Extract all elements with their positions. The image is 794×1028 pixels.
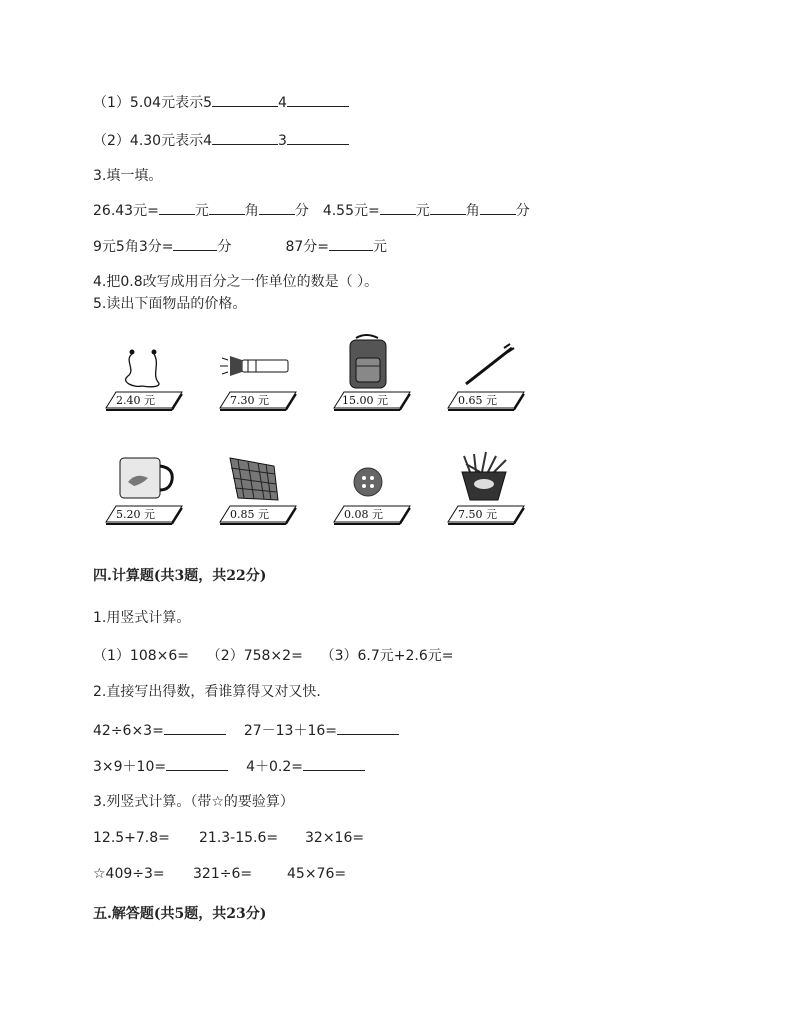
answer-blank[interactable] — [430, 200, 466, 215]
unit-jiao: 角 — [465, 203, 480, 219]
answer-blank[interactable] — [380, 200, 416, 215]
expr: 321÷6= — [193, 866, 253, 882]
item-backpack — [322, 330, 422, 420]
unit-fen: 分 — [294, 203, 309, 219]
answer-blank[interactable] — [480, 200, 516, 215]
q3-row-1 — [93, 200, 530, 221]
expr: 32×16= — [305, 830, 365, 846]
section-4-heading: 四.计算题(共3题，共22分) — [93, 568, 267, 584]
price-label: 7.30 元 — [230, 394, 269, 407]
answer-blank[interactable] — [329, 236, 373, 251]
price-label: 0.85 元 — [230, 508, 269, 521]
s4-q3-title: 3.列竖式计算。（带☆的要验算） — [93, 794, 294, 810]
expr-d: 4＋0.2= — [246, 759, 303, 775]
item-earphone — [94, 330, 194, 420]
price-label: 0.08 元 — [344, 508, 383, 521]
unit-yuan: 元 — [194, 203, 209, 219]
expr-a: 42÷6×3= — [93, 723, 164, 739]
unit-yuan: 元 — [373, 239, 387, 255]
expr-b: 27－13＋16= — [243, 723, 338, 739]
s4-q3-row-2 — [93, 864, 346, 884]
answer-blank[interactable] — [164, 720, 226, 735]
item-handkerchief — [208, 444, 308, 534]
q3-r1-a: 26.43元= — [93, 203, 159, 219]
s4-q1-title: 1.用竖式计算。 — [93, 610, 191, 626]
price-label: 5.20 元 — [116, 508, 155, 521]
q2-line-2-prefix: （2）4.30元表示4 — [93, 133, 212, 149]
unit-fen: 分 — [515, 203, 530, 219]
answer-blank[interactable] — [173, 236, 217, 251]
item-toothbrush — [436, 330, 536, 420]
unit-yuan: 元 — [415, 203, 430, 219]
unit-fen: 分 — [217, 239, 232, 255]
expr: ☆409÷3= — [93, 866, 165, 882]
answer-blank[interactable] — [159, 200, 195, 215]
item-fries — [436, 444, 536, 534]
item-flashlight — [208, 330, 308, 420]
item-button — [322, 444, 422, 534]
answer-blank[interactable] — [259, 200, 295, 215]
q2-line-2 — [93, 130, 349, 151]
answer-blank[interactable] — [212, 130, 278, 145]
s4-q2-title: 2.直接写出得数，看谁算得又对又快. — [93, 684, 321, 700]
q5-title: 5.读出下面物品的价格。 — [93, 296, 247, 312]
s4-q1-items: （1）108×6= （2）758×2= （3）6.7元+2.6元= — [93, 648, 454, 664]
answer-blank[interactable] — [166, 756, 228, 771]
price-label: 7.50 元 — [458, 508, 497, 521]
q3-row-2 — [93, 236, 387, 257]
s4-q2-row-2 — [93, 756, 365, 777]
answer-blank[interactable] — [303, 756, 365, 771]
price-label: 2.40 元 — [116, 394, 155, 407]
unit-jiao: 角 — [244, 203, 259, 219]
price-label: 0.65 元 — [458, 394, 497, 407]
answer-blank[interactable] — [287, 130, 349, 145]
q4-text: 4.把0.8改写成用百分之一作单位的数是（ ）。 — [93, 274, 379, 290]
answer-blank[interactable] — [209, 200, 245, 215]
price-label: 15.00 元 — [342, 394, 388, 407]
q3-r1-b: 4.55元= — [322, 203, 380, 219]
answer-blank[interactable] — [212, 92, 278, 107]
q2-line-1-mid: 4 — [278, 95, 287, 111]
answer-blank[interactable] — [337, 720, 399, 735]
q2-line-1-prefix: （1）5.04元表示5 — [93, 95, 212, 111]
q2-line-2-mid: 3 — [278, 133, 287, 149]
section-5-heading: 五.解答题(共5题，共23分) — [93, 906, 267, 922]
s4-q3-row-1 — [93, 828, 364, 848]
q2-line-1 — [93, 92, 349, 113]
q3-r2-b: 87分= — [285, 239, 329, 255]
answer-blank[interactable] — [287, 92, 349, 107]
expr: 21.3-15.6= — [199, 830, 279, 846]
expr: 12.5+7.8= — [93, 830, 170, 846]
s4-q2-row-1 — [93, 720, 399, 741]
item-mug — [94, 444, 194, 534]
expr-c: 3×9＋10= — [93, 759, 167, 775]
q3-r2-a: 9元5角3分= — [93, 239, 174, 255]
q3-title: 3.填一填。 — [93, 168, 163, 184]
expr: 45×76= — [287, 866, 347, 882]
